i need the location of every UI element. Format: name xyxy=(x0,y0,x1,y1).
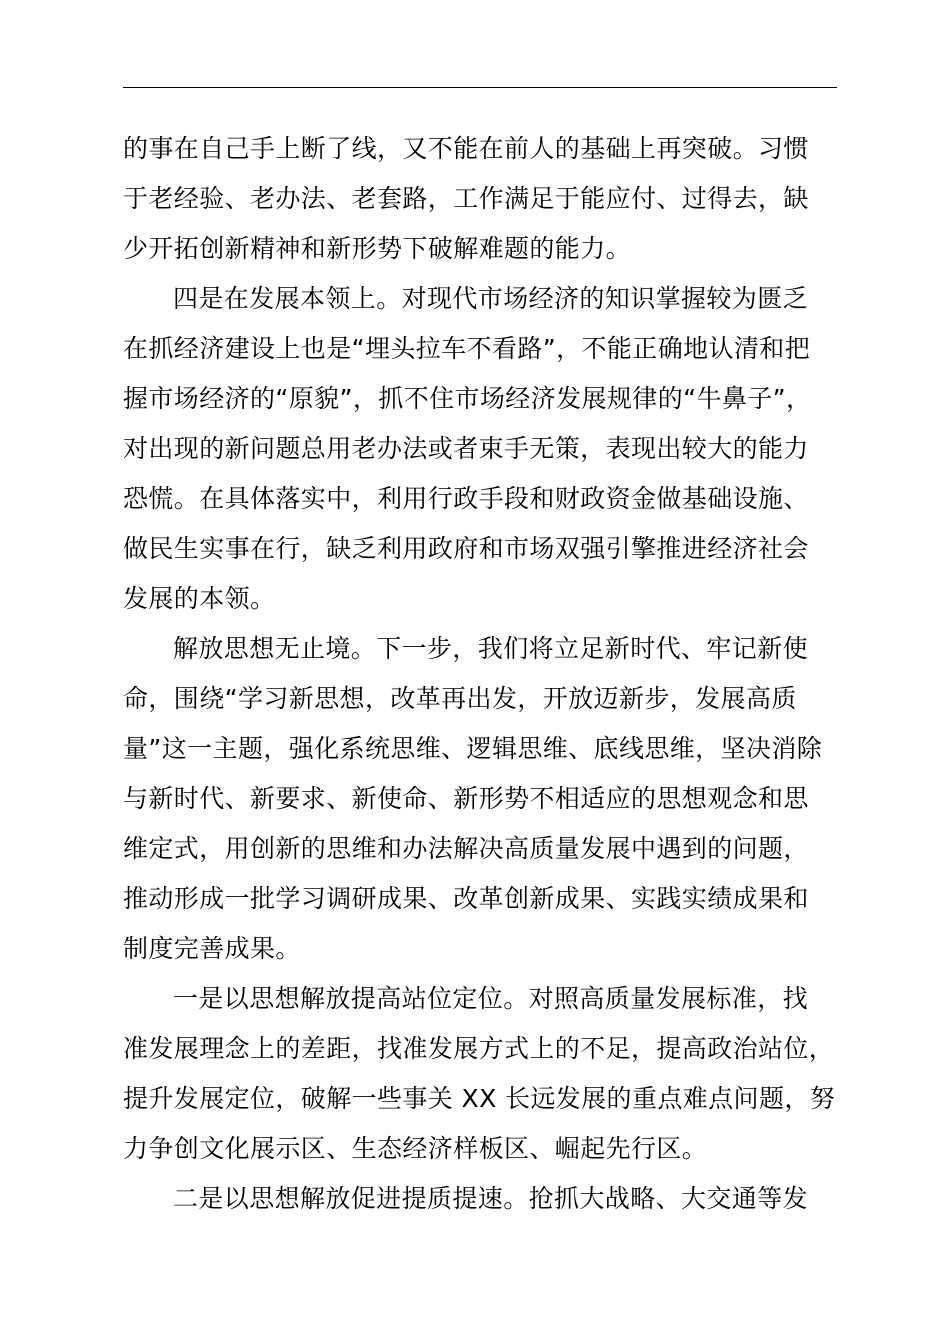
text-line: 量”这一主题，强化系统思维、逻辑思维、底线思维，坚决消除 xyxy=(123,734,823,763)
text-line: 做民生实事在行，缺乏利用政府和市场双强引擎推进经济社会 xyxy=(123,534,809,563)
text-line: 命，围绕“学习新思想，改革再出发，开放迈新步，发展高质 xyxy=(123,684,797,713)
text-line: 对出现的新问题总用老办法或者束手无策，表现出较大的能力 xyxy=(123,434,809,463)
paragraph-start-line: 解放思想无止境。下一步，我们将立足新时代、牢记新使 xyxy=(173,634,809,663)
text-line: 与新时代、新要求、新使命、新形势不相适应的思想观念和思 xyxy=(123,784,809,813)
text-line: 提升发展定位，破解一些事关 XX 长远发展的重点难点问题，努 xyxy=(123,1084,836,1113)
text-line: 力争创文化展示区、生态经济样板区、崛起先行区。 xyxy=(123,1134,708,1163)
document-body xyxy=(123,124,863,1224)
text-line: 维定式，用创新的思维和办法解决高质量发展中遇到的问题， xyxy=(123,834,809,863)
text-line: 恐慌。在具体落实中，利用行政手段和财政资金做基础设施、 xyxy=(123,484,809,513)
paragraph-start-line: 二是以思想解放促进提质提速。抢抓大战略、大交通等发 xyxy=(173,1184,809,1213)
text-line: 制度完善成果。 xyxy=(123,934,301,963)
text-line: 的事在自己手上断了线，又不能在前人的基础上再突破。习惯 xyxy=(123,134,809,163)
text-line: 推动形成一批学习调研成果、改革创新成果、实践实绩成果和 xyxy=(123,884,809,913)
text-line: 少开拓创新精神和新形势下破解难题的能力。 xyxy=(123,234,632,263)
text-line: 于老经验、老办法、老套路，工作满足于能应付、过得去，缺 xyxy=(123,184,809,213)
text-line: 握市场经济的“原貌”，抓不住市场经济发展规律的“牛鼻子”， xyxy=(123,384,812,413)
header-rule xyxy=(123,87,837,88)
paragraph-start-line: 一是以思想解放提高站位定位。对照高质量发展标准，找 xyxy=(173,984,809,1013)
text-line: 在抓经济建设上也是“埋头拉车不看路”，不能正确地认清和把 xyxy=(123,334,811,363)
text-line: 准发展理念上的差距，找准发展方式上的不足，提高政治站位， xyxy=(123,1034,835,1063)
text-line: 发展的本领。 xyxy=(123,584,276,613)
paragraph-start-line: 四是在发展本领上。对现代市场经济的知识掌握较为匮乏 xyxy=(173,284,809,313)
